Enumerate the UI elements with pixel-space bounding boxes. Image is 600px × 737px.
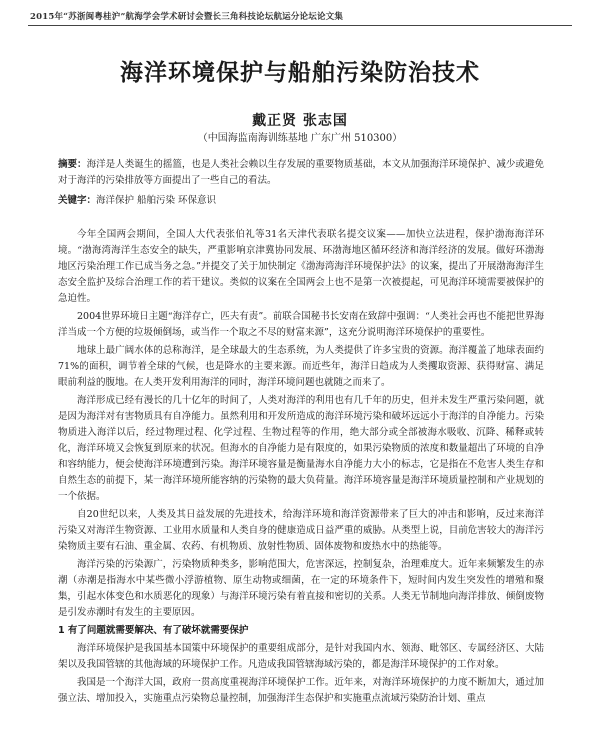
paragraph: 2004世界环境日主题“海洋存亡，匹夫有责”。前联合国秘书长安南在致辞中强调：“人类社会再也不能把世界海洋当成一个方便的垃圾倾倒场，或当作一个取之不尽的财富来源”，这充分说明海洋环境保护的重要性。	[58, 311, 544, 338]
authors: 戴正贤 张志国	[252, 113, 348, 129]
section-heading: 1 有了问题就需要解决、有了破坏就需要保护	[58, 625, 249, 636]
abstract-text: 海洋是人类诞生的摇篮，也是人类社会赖以生存发展的重要物质基础，本文从加强海洋环境保护、减少或避免对于海洋的污染排放等方面提出了一些自己的看法。	[58, 159, 544, 186]
paragraph: 我国是一个海洋大国，政府一贯高度重视海洋环境保护工作。近年来，对海洋环境保护的力度不断加大，通过加强立法、增加投入，实施重点污染物总量控制，加强海洋生态保护和实施重点流域污染防治计划、重点	[58, 677, 544, 704]
keywords-text: 海洋保护 船舶污染 环保意识	[96, 195, 217, 206]
affiliation: （中国海监南海训练基地 广东广州 510300）	[197, 133, 403, 144]
abstract	[58, 157, 544, 189]
paragraph: 海洋环境保护是我国基本国策中环境保护的重要组成部分，是针对我国内水、领海、毗邻区、专属经济区、大陆架以及我国管辖的其他海域的环境保护工作。凡造成我国管辖海域污染的，都是海洋环境保护的工作对象。	[58, 643, 544, 670]
paper-title: 海洋环境保护与船舶污染防治技术	[120, 60, 480, 86]
keywords	[58, 194, 544, 208]
paragraph: 海洋污染的污染源广，污染物质种类多，影响范围大，危害深远，控制复杂，治理难度大。近年来频繁发生的赤潮（赤潮是指海水中某些微小浮游植物、原生动物或细菌，在一定的环境条件下，短时间内发生突发性的增殖和聚集，引起水体变色和水质恶化的现象）与海洋环境污染有着直接和密切的关系。人类无节制地向海洋排放、倾倒废物是引发赤潮时有发生的主要原因。	[58, 559, 544, 618]
abstract-label: 摘要：	[58, 159, 87, 170]
paragraph: 地球上最广阔水体的总称海洋，是全球最大的生态系统，为人类提供了许多宝贵的资源。海洋覆盖了地球表面约71%的面积，调节着全球的气候，也是降水的主要来源。而近些年，海洋日趋成为人类攫取资源、获得财富、满足眼前利益的腹地。在人类开发利用海洋的同时，海洋环境问题也就随之而来了。	[58, 345, 544, 388]
body-text	[58, 227, 544, 709]
keywords-label: 关键字：	[58, 195, 97, 206]
running-head: 2015年“苏浙闽粤桂沪”航海学会学术研讨会暨长三角科技论坛航运分论坛论文集	[30, 12, 344, 22]
paragraph: 今年全国两会期间，全国人大代表张伯礼等31名天津代表联名提交议案——加快立法进程，保护渤海海洋环境。“渤海湾海洋生态安全的缺失，严重影响京津冀协同发展、环渤海地区循环经济和海洋经济的发展。做好环渤海地区污染治理工作已成当务之急。”并提交了关于加快制定《渤海湾海洋环境保护法》的议案，提出了开展渤海海洋生态安全监护及综合治理工作的若干建议。类似的议案在全国两会上也不是第一次被提起，可见海洋环境需要被保护的急迫性。	[58, 229, 544, 304]
paragraph: 自20世纪以来，人类及其日益发展的先进技术，给海洋环境和海洋资源带来了巨大的冲击和影响，反过来海洋污染又对海洋生物资源、工业用水质量和人类自身的健康造成日益严重的威胁。从类型上说，目前危害较大的海洋污染物质主要有石油、重金属、农药、有机物质、放射性物质、固体废物和废热水中的热能等。	[58, 509, 544, 552]
header-rule	[28, 25, 572, 26]
paragraph: 海洋形成已经有漫长的几十亿年的时间了，人类对海洋的利用也有几千年的历史，但并未发生严重污染问题，就是因为海洋对有害物质具有自净能力。虽然利用和开发所造成的海洋环境污染和破坏远远小于海洋的自净能力。污染物质进入海洋以后，经过物理过程、化学过程、生物过程等的作用，绝大部分或全部被海水吸收、沉降、稀释或转化，海洋环境又会恢复到原来的状况。但海水的自净能力是有限度的，如果污染物质的浓度和数量超出了环境的自净和容纳能力，便会使海洋环境遭到污染。海洋环境容量是衡量海水自净能力大小的标志，它是指在不危害人类生存和自然生态的前提下，某一海洋环境所能容纳的污染物的最大负荷量。海洋环境容量是海洋环境质量控制和产业规划的一个依据。	[58, 395, 544, 502]
